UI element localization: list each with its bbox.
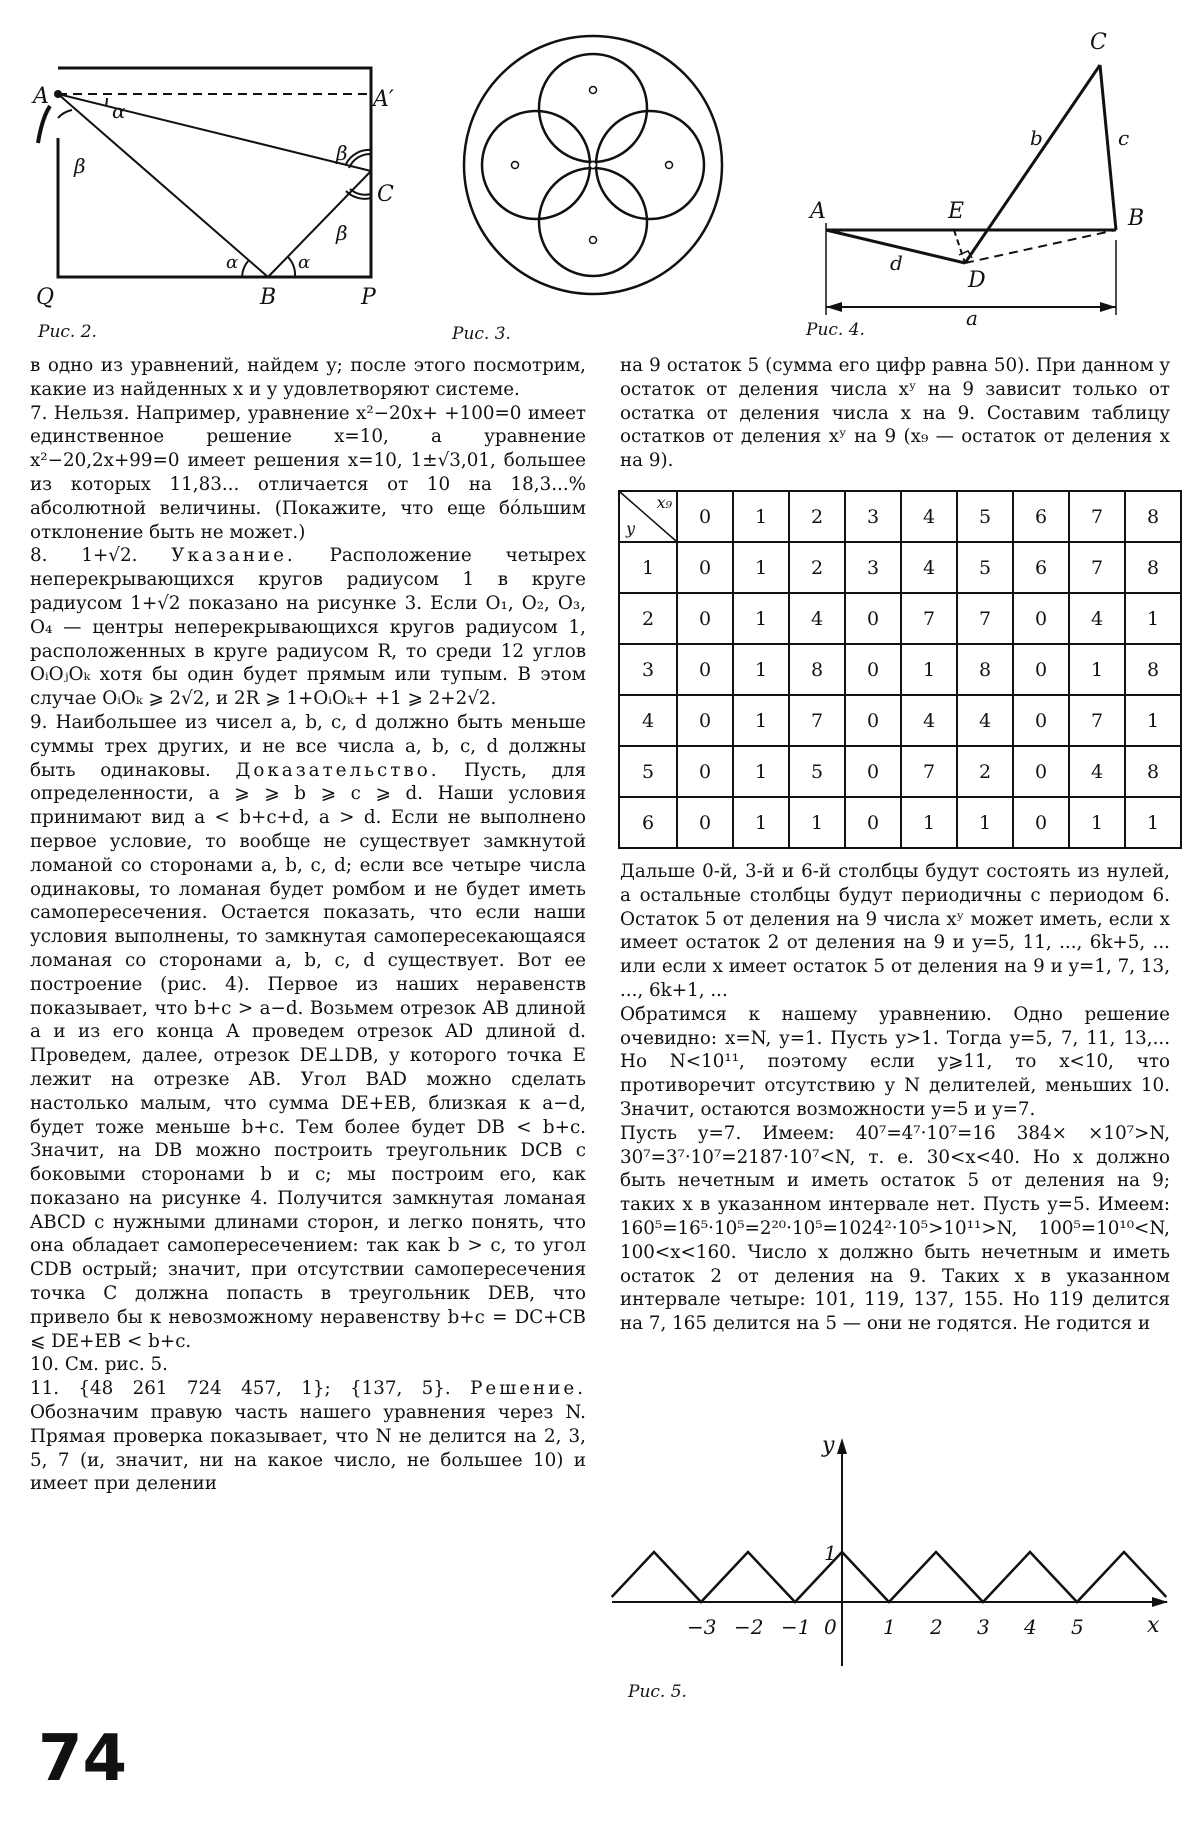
fig2-label-alpha: α (112, 99, 126, 123)
table-cell: 0 (845, 797, 901, 848)
corner-x9: x₉ (656, 493, 672, 512)
table-cell: 1 (733, 746, 789, 797)
table-cell: 7 (901, 746, 957, 797)
table-row-y: 6 (619, 797, 677, 848)
table-cell: 7 (901, 593, 957, 644)
table-cell: 0 (677, 644, 733, 695)
table-cell: 0 (1013, 593, 1069, 644)
fig5-one-label: 1 (824, 1541, 837, 1565)
table-cell: 1 (733, 593, 789, 644)
table-header-cell: 1 (733, 491, 789, 542)
table-cell: 3 (845, 542, 901, 593)
left-p8 (30, 544, 586, 711)
fig3-caption: Рис. 3. (452, 324, 511, 344)
p8-head: 8. 1+√2. (30, 545, 138, 567)
table-cell: 4 (1069, 746, 1125, 797)
right-p1: на 9 остаток 5 (сумма его цифр равна 50). При данном y остаток от деления числа xʸ на 9 зависит только от остатка от деления числа x на 9. Составим таблицу остатков от деления xʸ на 9 (x₉ — остаток от деления x на 9). (620, 355, 1170, 472)
table-cell: 4 (901, 542, 957, 593)
fig5-zigzag-line (612, 1552, 1167, 1602)
fig2-label-a-prime: A′ (373, 87, 394, 112)
page-number: 74 (38, 1722, 128, 1796)
right-column-bottom (620, 860, 1170, 1336)
fig4-label-c: C (1090, 30, 1107, 55)
fig5-axis-x-label: x (1147, 1613, 1160, 1638)
p9-a: 9. Наибольшее из чисел a, b, c, d должно быть меньше суммы трех других, и не все числа a, b, c, d должны быть одинаковы. (30, 711, 586, 781)
table-cell: 8 (957, 644, 1013, 695)
table-header-cell: 0 (677, 491, 733, 542)
figure-3 (458, 20, 728, 310)
table-cell: 0 (1013, 746, 1069, 797)
right-p2: Дальше 0-й, 3-й и 6-й столбцы будут состоять из нулей, а остальные столбцы будут периодичны с периодом 6. Остаток 5 от деления на 9 числа xʸ может иметь, если x имеет остаток 2 от деления на 9 и y=5, 11, ..., 6k+5, ... или если x имеет остаток 5 от деления на 9 и y=1, 7, 13, ..., 6k+1, ... (620, 861, 1170, 1001)
table-cell: 4 (789, 593, 845, 644)
table-cell: 8 (1125, 542, 1181, 593)
figure-4 (798, 25, 1168, 335)
table-cell: 1 (1125, 695, 1181, 746)
table-header-cell: 8 (1125, 491, 1181, 542)
table-header-cell: 3 (845, 491, 901, 542)
corner-y: y (626, 519, 636, 538)
table-cell: 0 (677, 695, 733, 746)
table-cell: 6 (1013, 542, 1069, 593)
fig2-label-c: C (377, 182, 394, 207)
table-cell: 1 (1069, 644, 1125, 695)
table-cell: 7 (1069, 542, 1125, 593)
table-cell: 2 (957, 746, 1013, 797)
fig2-label-b: B (260, 285, 277, 310)
fig5-tick-label: −1 (781, 1615, 811, 1639)
p11-label: Решение. (470, 1378, 587, 1400)
fig5-tick-label: 3 (977, 1615, 990, 1639)
fig4-caption: Рис. 4. (806, 320, 865, 340)
table-cell: 0 (677, 746, 733, 797)
fig5-tick-label: 2 (930, 1615, 943, 1639)
table-row-y: 1 (619, 542, 677, 593)
left-p7: 7. Нельзя. Например, уравнение x²−20x+ +100=0 имеет единственное решение x=10, а уравнение x²−20,2x+99=0 имеет решения x=10, 1±√3,01, большее из которых 11,83... отличается от 10 на 18,3...% абсолютной величины. (Покажите, что еще бо́льшим отклонение быть не может.) (30, 402, 586, 543)
p9-b: Пусть, для определенности, a ⩾ ⩾ b ⩾ c ⩾ d. Наши условия принимают вид a < b+c+d, a > d. Если не выполнено первое условие, то вообще не существует замкнутой ломаной со сторонами a, b, c, d; если все четыре числа одинаковы, то ломаная будет ромбом и не будет иметь самопересечения. Остается показать, что если наши условия выполнены, то замкнутая самопересекающаяся ломаная со сторонами a, b, c, d существует. Вот ее построение (рис. 4). Первое из наших неравенств показывает, что b+c > a−d. Возьмем отрезок AB длиной a и из его конца A проведем отрезок AD длиной d. Проведем, далее, отрезок DE⊥DB, у которого точка E лежит на отрезке AB. Угол BAD можно сделать настолько малым, что сумма DE+EB, близкая к a−d, будет тоже меньше b+c. Тем более будет DB < b+c. Значит, на DB можно построить треугольник DCB с боковыми сторонами b и c; мы построим его, как показано на рисунке 4. Получится замкнутая ломаная ABCD с нужными длинами сторон, и легко понять, что она обладает самопересечением: так как b > c, то угол CDB острый; значит, при отсутствии самопересечения точка C должна попасть в треугольник DEB, что привело бы к невозможному неравенству b+c = DC+CB ⩽ DE+EB < b+c. (30, 759, 586, 1352)
table-cell: 8 (1125, 644, 1181, 695)
fig5-caption: Рис. 5. (628, 1682, 687, 1702)
table-cell: 0 (845, 695, 901, 746)
table-header-cell: 4 (901, 491, 957, 542)
table-row (619, 644, 1181, 695)
fig4-label-d: D (968, 268, 986, 293)
table-cell: 1 (1125, 797, 1181, 848)
table-cell: 0 (845, 746, 901, 797)
table-cell: 1 (733, 644, 789, 695)
table-row (619, 695, 1181, 746)
table-cell: 0 (1013, 695, 1069, 746)
table-cell: 1 (1125, 593, 1181, 644)
fig5-tick-label: 5 (1071, 1615, 1084, 1639)
table-corner-cell (619, 491, 677, 542)
table-cell: 5 (957, 542, 1013, 593)
table-cell: 7 (957, 593, 1013, 644)
fig2-caption: Рис. 2. (38, 322, 97, 342)
left-p1: в одно из уравнений, найдем y; после этого посмотрим, какие из найденных x и y удовлетворяют системе. (30, 355, 586, 400)
figure-5 (612, 1430, 1172, 1670)
p8-label: Указание. (171, 545, 296, 567)
fig4-label-a-length: a (966, 306, 978, 330)
fig2-label-p: P (361, 285, 376, 310)
right-column-top (620, 354, 1170, 473)
figure-2 (28, 58, 394, 310)
table-cell: 0 (677, 593, 733, 644)
table-cell: 0 (845, 644, 901, 695)
table-cell: 4 (901, 695, 957, 746)
fig5-tick-label: −2 (734, 1615, 764, 1639)
fig4-label-a: A (810, 199, 826, 224)
fig2-label-beta: β (336, 221, 348, 245)
fig2-label-alpha: α (226, 252, 239, 273)
table-cell: 4 (957, 695, 1013, 746)
fig4-label-e: E (948, 199, 965, 224)
table-cell: 0 (1013, 644, 1069, 695)
p11-head: 11. {48 261 724 457, 1}; {137, 5}. (30, 1378, 451, 1400)
left-p11 (30, 1377, 586, 1496)
table-cell: 1 (901, 797, 957, 848)
table-row-y: 4 (619, 695, 677, 746)
table-row (619, 542, 1181, 593)
table-cell: 1 (901, 644, 957, 695)
table-header-row (619, 491, 1181, 542)
table-row (619, 797, 1181, 848)
fig4-label-b: B (1128, 206, 1145, 231)
p11-body: Обозначим правую часть нашего уравнения через N. Прямая проверка показывает, что N не делится на 2, 3, 5, 7 (и, значит, ни на какое число, не большее 10) и имеет при делении (30, 1402, 586, 1495)
fig5-tick-label: 1 (883, 1615, 896, 1639)
table-cell: 1 (733, 797, 789, 848)
table-cell: 1 (1069, 797, 1125, 848)
table-row-y: 3 (619, 644, 677, 695)
fig5-axis-y-label: y (822, 1433, 835, 1458)
table-cell: 5 (789, 746, 845, 797)
table-cell: 7 (1069, 695, 1125, 746)
table-row (619, 593, 1181, 644)
table-cell: 1 (733, 695, 789, 746)
table-row-y: 5 (619, 746, 677, 797)
fig2-label-a: A (33, 84, 49, 109)
table-row (619, 746, 1181, 797)
left-p9 (30, 711, 586, 1354)
fig5-tick-label: 4 (1024, 1615, 1037, 1639)
table-cell: 1 (789, 797, 845, 848)
fig4-label-c-side: c (1118, 126, 1130, 150)
table-header-cell: 7 (1069, 491, 1125, 542)
remainders-table (618, 490, 1182, 849)
fig4-label-b-side: b (1030, 126, 1043, 150)
table-cell: 0 (677, 797, 733, 848)
table-cell: 4 (1069, 593, 1125, 644)
left-p10: 10. См. рис. 5. (30, 1354, 168, 1376)
fig4-label-d-side: d (890, 251, 903, 275)
fig2-label-alpha: α (298, 252, 311, 273)
table-cell: 8 (789, 644, 845, 695)
fig2-label-beta: β (336, 141, 348, 165)
table-cell: 0 (1013, 797, 1069, 848)
right-p4: Пусть y=7. Имеем: 40⁷=4⁷·10⁷=16 384× ×10⁷>N, 30⁷=3⁷·10⁷=2187·10⁷<N, т. е. 30<x<40. Но x должно быть нечетным и иметь остаток 5 от деления на 9; таких x в указанном интервале нет. Пусть y=5. Имеем: 160⁵=16⁵·10⁵=2²⁰·10⁵=1024²·10⁵>10¹¹>N, 100⁵=10¹⁰<N, 100<x<160. Число x должно быть нечетным и иметь остаток 2 от деления на 9. Таких x в указанном интервале четыре: 101, 119, 137, 155. Но 119 делится на 7, 165 делится на 5 — они не годятся. Не годится и (620, 1122, 1170, 1335)
left-column (30, 354, 586, 1496)
fig5-tick-label: −3 (687, 1615, 717, 1639)
right-p3: Обратимся к нашему уравнению. Одно решение очевидно: x=N, y=1. Пусть y>1. Тогда y=5, 7, 11, 13,... Но N<10¹¹, поэтому если y⩾11, то x<10, что противоречит отсутствию у N делителей, меньших 10. Значит, остаются возможности y=5 и y=7. (620, 1003, 1170, 1120)
table-cell: 7 (789, 695, 845, 746)
table-cell: 1 (957, 797, 1013, 848)
table-cell: 1 (733, 542, 789, 593)
fig5-origin-label: 0 (824, 1615, 837, 1639)
table-header-cell: 5 (957, 491, 1013, 542)
p8-body: Расположение четырех неперекрывающихся кругов радиусом 1 в круге радиусом 1+√2 показано на рисунке 3. Если O₁, O₂, O₃, O₄ — центры неперекрывающихся кругов радиусом 1, расположенных в круге радиусом R, то среди 12 углов OᵢOⱼOₖ хотя бы один будет прямым или тупым. В этом случае OᵢOₖ ⩾ 2√2, и 2R ⩾ 1+OᵢOₖ+ +1 ⩾ 2+2√2. (30, 545, 586, 710)
table-header-cell: 2 (789, 491, 845, 542)
table-cell: 0 (677, 542, 733, 593)
table-cell: 2 (789, 542, 845, 593)
table-cell: 0 (845, 593, 901, 644)
fig2-label-beta: β (74, 154, 86, 178)
fig2-label-q: Q (36, 285, 55, 310)
p9-label: Доказательство. (235, 759, 440, 781)
table-cell: 8 (1125, 746, 1181, 797)
table-row-y: 2 (619, 593, 677, 644)
table-header-cell: 6 (1013, 491, 1069, 542)
